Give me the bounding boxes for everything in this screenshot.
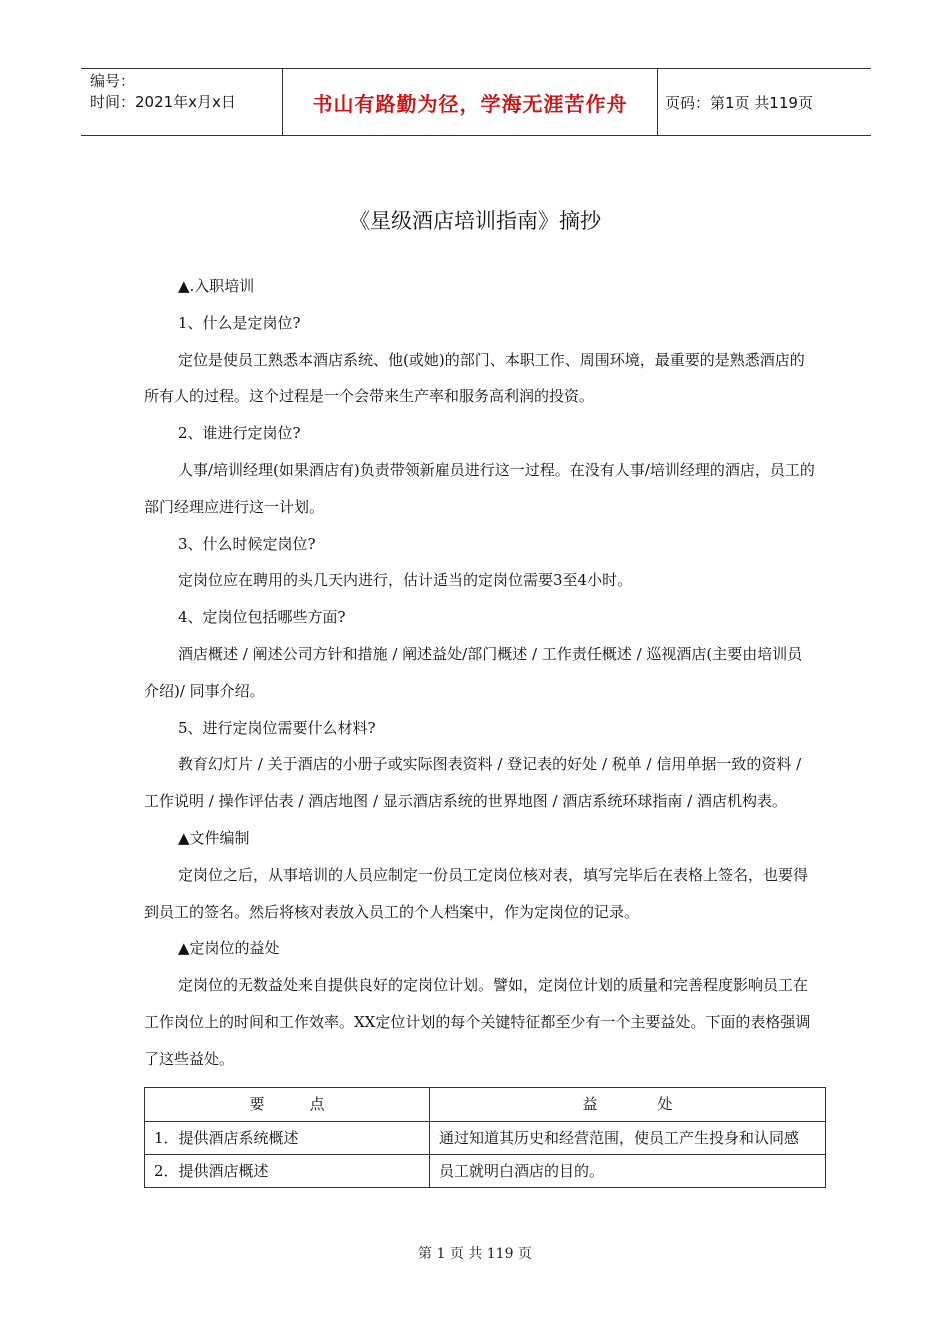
table-cell: 1．提供酒店系统概述: [145, 1122, 430, 1155]
header-number-label: 编号：: [90, 72, 136, 90]
section-heading-benefits: ▲定岗位的益处: [178, 939, 280, 958]
section-heading-onboarding: ▲.入职培训: [178, 277, 255, 295]
page-footer: 第 1 页 共 119 页: [418, 1246, 532, 1262]
answer-4: 酒店概述 / 阐述公司方针和措施 / 阐述益处/部门概述 / 工作责任概述 / 巡视酒店(主要由培训员介绍)/ 同事介绍。: [144, 644, 803, 700]
answer-2: 人事/培训经理(如果酒店有)负责带领新雇员进行这一过程。在没有人事/培训经理的酒店，员工的部门经理应进行这一计划。: [144, 460, 815, 516]
header-meta: [81, 69, 282, 135]
table-cell: 通过知道其历史和经营范围，使员工产生投身和认同感: [430, 1122, 826, 1155]
table-cell: 员工就明白酒店的目的。: [430, 1155, 826, 1188]
section-heading-documentation: ▲文件编制: [178, 828, 250, 847]
header-time-label: 时间：2021年x月x日: [90, 93, 236, 111]
page-header: [81, 68, 871, 136]
answer-3: 定岗位应在聘用的头几天内进行，估计适当的定岗位需要3至4小时。: [178, 571, 633, 590]
answer-1: 定位是使员工熟悉本酒店系统、他(或她)的部门、本职工作、周围环境，最重要的是熟悉酒店的所有人的过程。这个过程是一个会带来生产率和服务高利润的投资。: [144, 350, 805, 406]
benefits-table: [144, 1087, 826, 1188]
header-motto: 书山有路勤为径，学海无涯苦作舟: [282, 69, 658, 135]
table-cell: 2．提供酒店概述: [145, 1155, 430, 1188]
question-4: 4、定岗位包括哪些方面?: [178, 608, 346, 627]
question-3: 3、什么时候定岗位?: [178, 534, 316, 553]
answer-5: 教育幻灯片 / 关于酒店的小册子或实际图表资料 / 登记表的好处 / 税单 / 信用单据一致的资料 / 工作说明 / 操作评估表 / 酒店地图 / 显示酒店系统的世界地图 / 酒店系统环球指南 / 酒店机构表。: [144, 755, 802, 811]
table-header-cell: 要 点: [145, 1088, 430, 1122]
question-2: 2、谁进行定岗位?: [178, 424, 301, 443]
table-header-cell: 益 处: [430, 1088, 826, 1122]
table-header-row: [145, 1088, 826, 1122]
question-5: 5、进行定岗位需要什么材料?: [178, 718, 376, 737]
benefits-text: 定岗位的无数益处来自提供良好的定岗位计划。譬如，定岗位计划的质量和完善程度影响员工在工作岗位上的时间和工作效率。XX定位计划的每个关键特征都至少有一个主要益处。下面的表格强调了这些益处。: [144, 976, 811, 1068]
question-1: 1、什么是定岗位?: [178, 313, 301, 332]
documentation-text: 定岗位之后，从事培训的人员应制定一份员工定岗位核对表，填写完毕后在表格上签名，也要得到员工的签名。然后将核对表放入员工的个人档案中，作为定岗位的记录。: [144, 865, 809, 921]
document-body: [144, 268, 816, 1078]
table-row: [145, 1122, 826, 1155]
document-title: 《星级酒店培训指南》摘抄: [349, 209, 601, 233]
benefits-table-wrapper: [144, 1087, 826, 1188]
table-row: [145, 1155, 826, 1188]
header-page-info: 页码：第1页 共119页: [665, 93, 813, 112]
